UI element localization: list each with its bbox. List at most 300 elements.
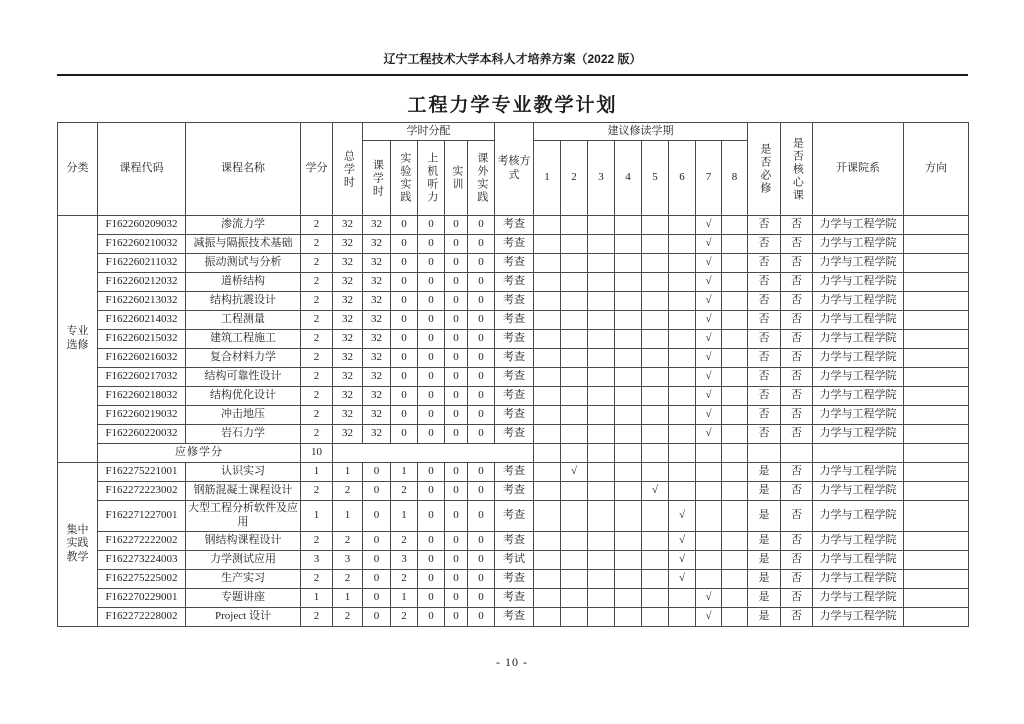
semester-check-cell	[561, 406, 588, 425]
hours-cell: 0	[445, 463, 468, 482]
assessment-cell: 考查	[495, 406, 534, 425]
required-cell: 否	[748, 216, 781, 235]
core-cell: 否	[781, 292, 813, 311]
semester-check-cell	[588, 387, 615, 406]
department-cell: 力学与工程学院	[813, 482, 904, 501]
semester-check-cell	[588, 569, 615, 588]
required-cell: 否	[748, 273, 781, 292]
direction-cell	[904, 349, 969, 368]
hours-cell: 32	[363, 216, 391, 235]
hours-cell: 0	[418, 569, 445, 588]
semester-check-cell	[588, 273, 615, 292]
credits-cell: 2	[301, 216, 333, 235]
semester-check-cell	[615, 607, 642, 626]
assessment-cell: 考查	[495, 501, 534, 532]
course-name-cell: 结构优化设计	[186, 387, 301, 406]
semester-check-cell	[722, 425, 748, 444]
credits-cell: 1	[301, 463, 333, 482]
header-lecture-hours: 课学时	[363, 141, 391, 216]
course-name-cell: 力学测试应用	[186, 550, 301, 569]
semester-check-cell	[615, 569, 642, 588]
hours-cell: 0	[363, 501, 391, 532]
semester-check-cell	[534, 482, 561, 501]
required-cell: 否	[748, 406, 781, 425]
hours-cell: 0	[445, 216, 468, 235]
department-cell: 力学与工程学院	[813, 330, 904, 349]
semester-check-cell	[722, 387, 748, 406]
required-cell: 否	[748, 368, 781, 387]
direction-cell	[904, 235, 969, 254]
semester-check-cell	[561, 607, 588, 626]
core-cell	[781, 444, 813, 463]
table-row	[58, 482, 969, 501]
hours-cell: 0	[468, 292, 495, 311]
hours-cell: 32	[363, 330, 391, 349]
required-cell: 否	[748, 387, 781, 406]
semester-check-cell	[561, 235, 588, 254]
course-name-cell: Project 设计	[186, 607, 301, 626]
assessment-cell: 考查	[495, 254, 534, 273]
hours-cell: 0	[468, 588, 495, 607]
semester-check-cell	[588, 425, 615, 444]
direction-cell	[904, 330, 969, 349]
course-code-cell: F162260214032	[98, 311, 186, 330]
semester-check-cell	[669, 273, 696, 292]
header-divider	[57, 74, 968, 76]
hours-cell: 0	[468, 550, 495, 569]
course-name-cell: 钢结构课程设计	[186, 531, 301, 550]
department-cell: 力学与工程学院	[813, 550, 904, 569]
hours-cell: 0	[418, 387, 445, 406]
semester-check-cell	[615, 368, 642, 387]
course-code-cell: F162260219032	[98, 406, 186, 425]
total-hours-cell: 32	[333, 254, 363, 273]
semester-check-cell	[534, 588, 561, 607]
semester-check-cell	[534, 406, 561, 425]
department-cell: 力学与工程学院	[813, 235, 904, 254]
semester-check-cell	[669, 254, 696, 273]
course-code-cell: F162270229001	[98, 588, 186, 607]
semester-check-cell	[669, 463, 696, 482]
assessment-cell: 考查	[495, 368, 534, 387]
header-semester-1: 1	[534, 141, 561, 216]
hours-cell: 0	[468, 368, 495, 387]
semester-check-cell	[642, 607, 669, 626]
hours-cell: 0	[418, 368, 445, 387]
hours-cell: 0	[418, 550, 445, 569]
semester-check-cell: √	[696, 216, 722, 235]
course-code-cell: F162260211032	[98, 254, 186, 273]
hours-cell: 0	[391, 387, 418, 406]
course-code-cell: F162260216032	[98, 349, 186, 368]
core-cell: 否	[781, 330, 813, 349]
semester-check-cell	[696, 501, 722, 532]
required-cell: 否	[748, 349, 781, 368]
course-name-cell: 大型工程分析软件及应用	[186, 501, 301, 532]
required-cell: 是	[748, 588, 781, 607]
semester-check-cell	[561, 330, 588, 349]
required-cell: 否	[748, 311, 781, 330]
hours-cell: 0	[363, 607, 391, 626]
assessment-cell: 考查	[495, 292, 534, 311]
semester-check-cell	[642, 425, 669, 444]
semester-check-cell	[534, 607, 561, 626]
department-cell: 力学与工程学院	[813, 273, 904, 292]
core-cell: 否	[781, 588, 813, 607]
assessment-cell: 考查	[495, 216, 534, 235]
hours-cell: 0	[468, 425, 495, 444]
hours-cell: 0	[418, 349, 445, 368]
semester-check-cell	[642, 254, 669, 273]
total-hours-cell: 32	[333, 387, 363, 406]
course-name-cell: 岩石力学	[186, 425, 301, 444]
credits-cell: 1	[301, 588, 333, 607]
hours-cell: 32	[363, 311, 391, 330]
hours-cell: 32	[363, 235, 391, 254]
core-cell: 否	[781, 254, 813, 273]
department-cell: 力学与工程学院	[813, 501, 904, 532]
teaching-plan-table	[57, 122, 969, 627]
semester-check-cell: √	[696, 330, 722, 349]
semester-check-cell	[615, 588, 642, 607]
semester-check-cell	[722, 569, 748, 588]
hours-cell: 2	[391, 531, 418, 550]
header-semester-7: 7	[696, 141, 722, 216]
credits-cell: 2	[301, 569, 333, 588]
hours-cell: 0	[363, 482, 391, 501]
department-cell: 力学与工程学院	[813, 368, 904, 387]
semester-check-cell	[722, 368, 748, 387]
total-hours-cell: 32	[333, 406, 363, 425]
core-cell: 否	[781, 531, 813, 550]
hours-cell: 0	[468, 463, 495, 482]
department-cell: 力学与工程学院	[813, 463, 904, 482]
semester-check-cell	[561, 550, 588, 569]
direction-cell	[904, 425, 969, 444]
hours-cell: 0	[468, 501, 495, 532]
semester-check-cell	[696, 482, 722, 501]
table-row	[58, 292, 969, 311]
semester-check-cell	[588, 607, 615, 626]
semester-check-cell	[669, 387, 696, 406]
hours-cell: 2	[391, 482, 418, 501]
course-name-cell: 工程测量	[186, 311, 301, 330]
header-semester-6: 6	[669, 141, 696, 216]
assessment-cell: 考查	[495, 531, 534, 550]
course-name-cell: 钢筋混凝土课程设计	[186, 482, 301, 501]
semester-check-cell	[561, 444, 588, 463]
hours-cell: 0	[418, 531, 445, 550]
core-cell: 否	[781, 482, 813, 501]
direction-cell	[904, 444, 969, 463]
course-code-cell: F162260215032	[98, 330, 186, 349]
semester-check-cell	[642, 235, 669, 254]
hours-cell: 0	[445, 550, 468, 569]
table-row	[58, 501, 969, 532]
semester-check-cell	[615, 387, 642, 406]
table-row	[58, 463, 969, 482]
header-training-hours: 实训	[445, 141, 468, 216]
required-cell: 是	[748, 531, 781, 550]
required-cell: 是	[748, 463, 781, 482]
table-row	[58, 235, 969, 254]
semester-check-cell	[722, 311, 748, 330]
total-hours-cell: 3	[333, 550, 363, 569]
core-cell: 否	[781, 569, 813, 588]
core-cell: 否	[781, 235, 813, 254]
hours-cell: 0	[418, 425, 445, 444]
table-row	[58, 254, 969, 273]
semester-check-cell	[561, 349, 588, 368]
header-credits: 学分	[301, 123, 333, 216]
semester-check-cell	[534, 349, 561, 368]
hours-cell: 0	[418, 311, 445, 330]
semester-check-cell	[588, 254, 615, 273]
header-department: 开课院系	[813, 123, 904, 216]
course-name-cell: 结构抗震设计	[186, 292, 301, 311]
semester-check-cell	[588, 550, 615, 569]
direction-cell	[904, 216, 969, 235]
semester-check-cell	[588, 588, 615, 607]
table-row	[58, 531, 969, 550]
core-cell: 否	[781, 463, 813, 482]
hours-cell: 0	[418, 588, 445, 607]
hours-cell: 0	[363, 531, 391, 550]
direction-cell	[904, 550, 969, 569]
course-code-cell: F162260209032	[98, 216, 186, 235]
hours-cell: 0	[418, 607, 445, 626]
credits-cell: 2	[301, 368, 333, 387]
direction-cell	[904, 482, 969, 501]
total-hours-cell: 32	[333, 349, 363, 368]
semester-check-cell	[642, 330, 669, 349]
semester-check-cell	[534, 569, 561, 588]
total-hours-cell: 2	[333, 607, 363, 626]
course-code-cell: F162272223002	[98, 482, 186, 501]
table-row	[58, 387, 969, 406]
course-code-cell: F162275221001	[98, 463, 186, 482]
assessment-cell: 考查	[495, 387, 534, 406]
semester-check-cell	[722, 235, 748, 254]
semester-check-cell	[722, 349, 748, 368]
required-cell: 是	[748, 569, 781, 588]
required-cell: 是	[748, 482, 781, 501]
assessment-cell: 考查	[495, 311, 534, 330]
hours-cell: 1	[391, 501, 418, 532]
department-cell: 力学与工程学院	[813, 425, 904, 444]
semester-check-cell	[615, 330, 642, 349]
hours-cell: 0	[391, 330, 418, 349]
direction-cell	[904, 387, 969, 406]
semester-check-cell	[588, 216, 615, 235]
semester-check-cell	[588, 531, 615, 550]
header-semester-group: 建议修读学期	[534, 123, 748, 141]
hours-cell: 1	[391, 463, 418, 482]
header-semester-5: 5	[642, 141, 669, 216]
semester-check-cell	[534, 311, 561, 330]
semester-check-cell: √	[696, 292, 722, 311]
semester-check-cell	[615, 425, 642, 444]
hours-cell: 0	[391, 425, 418, 444]
department-cell: 力学与工程学院	[813, 311, 904, 330]
semester-check-cell	[561, 531, 588, 550]
hours-cell: 3	[391, 550, 418, 569]
header-required: 是否必修	[748, 123, 781, 216]
total-hours-cell: 1	[333, 501, 363, 532]
direction-cell	[904, 569, 969, 588]
hours-cell: 0	[445, 406, 468, 425]
semester-check-cell: √	[669, 550, 696, 569]
semester-check-cell	[642, 550, 669, 569]
header-assessment: 考核方式	[495, 123, 534, 216]
hours-cell: 0	[363, 463, 391, 482]
header-semester-4: 4	[615, 141, 642, 216]
department-cell: 力学与工程学院	[813, 254, 904, 273]
table-row	[58, 330, 969, 349]
assessment-cell: 考查	[495, 235, 534, 254]
credits-cell: 2	[301, 330, 333, 349]
semester-check-cell	[615, 482, 642, 501]
semester-check-cell	[561, 273, 588, 292]
semester-check-cell: √	[696, 349, 722, 368]
hours-cell: 0	[445, 273, 468, 292]
header-total-hours: 总学时	[333, 123, 363, 216]
course-name-cell: 渗流力学	[186, 216, 301, 235]
semester-check-cell	[534, 368, 561, 387]
semester-check-cell	[561, 368, 588, 387]
semester-check-cell	[669, 349, 696, 368]
semester-check-cell: √	[696, 311, 722, 330]
semester-check-cell	[534, 292, 561, 311]
semester-check-cell	[561, 569, 588, 588]
hours-cell: 0	[445, 531, 468, 550]
semester-check-cell	[534, 444, 561, 463]
total-hours-cell: 1	[333, 588, 363, 607]
assessment-cell: 考查	[495, 330, 534, 349]
direction-cell	[904, 273, 969, 292]
semester-check-cell	[588, 406, 615, 425]
semester-check-cell	[642, 444, 669, 463]
course-name-cell: 建筑工程施工	[186, 330, 301, 349]
semester-check-cell	[615, 444, 642, 463]
semester-check-cell	[642, 406, 669, 425]
document-header: 辽宁工程技术大学本科人才培养方案（2022 版）	[383, 52, 642, 66]
assessment-cell: 考查	[495, 607, 534, 626]
table-row	[58, 368, 969, 387]
category-line: 选修	[66, 339, 89, 351]
semester-check-cell	[588, 501, 615, 532]
hours-cell: 32	[363, 273, 391, 292]
department-cell: 力学与工程学院	[813, 406, 904, 425]
semester-check-cell	[561, 292, 588, 311]
hours-cell: 32	[363, 349, 391, 368]
semester-check-cell	[722, 482, 748, 501]
assessment-cell: 考查	[495, 569, 534, 588]
semester-check-cell	[696, 569, 722, 588]
required-cell: 否	[748, 292, 781, 311]
table-row	[58, 425, 969, 444]
category-line: 集中	[66, 523, 89, 536]
semester-check-cell	[588, 235, 615, 254]
semester-check-cell: √	[669, 501, 696, 532]
table-row	[58, 569, 969, 588]
page-title: 工程力学专业教学计划	[407, 95, 618, 116]
total-hours-cell: 32	[333, 330, 363, 349]
hours-cell: 0	[445, 425, 468, 444]
total-hours-cell: 2	[333, 569, 363, 588]
assessment-cell: 考查	[495, 273, 534, 292]
total-hours-cell: 1	[333, 463, 363, 482]
hours-cell: 0	[445, 235, 468, 254]
credits-cell: 2	[301, 311, 333, 330]
hours-cell: 0	[468, 254, 495, 273]
header-extracurricular-hours: 课外实践	[468, 141, 495, 216]
semester-check-cell	[669, 425, 696, 444]
page-number: - 10 -	[496, 655, 528, 669]
semester-check-cell	[669, 292, 696, 311]
semester-check-cell	[722, 444, 748, 463]
semester-check-cell	[669, 311, 696, 330]
total-hours-cell: 32	[333, 235, 363, 254]
hours-cell: 0	[468, 273, 495, 292]
total-hours-cell: 32	[333, 273, 363, 292]
semester-check-cell: √	[561, 463, 588, 482]
assessment-cell: 考查	[495, 425, 534, 444]
department-cell: 力学与工程学院	[813, 588, 904, 607]
hours-cell: 0	[391, 254, 418, 273]
department-cell: 力学与工程学院	[813, 387, 904, 406]
core-cell: 否	[781, 368, 813, 387]
hours-cell: 0	[468, 387, 495, 406]
hours-cell: 0	[445, 588, 468, 607]
hours-cell: 32	[363, 368, 391, 387]
hours-cell: 0	[418, 216, 445, 235]
header-direction: 方向	[904, 123, 969, 216]
table-row	[58, 349, 969, 368]
course-name-cell: 振动测试与分析	[186, 254, 301, 273]
hours-cell: 1	[391, 588, 418, 607]
header-course-name: 课程名称	[186, 123, 301, 216]
semester-check-cell	[615, 550, 642, 569]
table-row	[58, 588, 969, 607]
semester-check-cell	[615, 235, 642, 254]
course-name-cell: 冲击地压	[186, 406, 301, 425]
semester-check-cell	[561, 588, 588, 607]
semester-check-cell	[642, 368, 669, 387]
department-cell: 力学与工程学院	[813, 292, 904, 311]
hours-cell: 0	[468, 330, 495, 349]
total-hours-cell: 32	[333, 425, 363, 444]
credits-cell: 2	[301, 254, 333, 273]
credits-cell: 2	[301, 482, 333, 501]
required-cell: 否	[748, 425, 781, 444]
semester-check-cell	[696, 463, 722, 482]
semester-check-cell	[642, 311, 669, 330]
hours-cell: 2	[391, 607, 418, 626]
semester-check-cell	[722, 463, 748, 482]
course-name-cell: 生产实习	[186, 569, 301, 588]
semester-check-cell: √	[696, 254, 722, 273]
hours-cell: 32	[363, 425, 391, 444]
required-cell: 否	[748, 330, 781, 349]
summary-credits-cell: 10	[301, 444, 333, 463]
table-row	[58, 607, 969, 626]
credits-cell: 3	[301, 550, 333, 569]
header-experiment-hours: 实验实践	[391, 141, 418, 216]
department-cell: 力学与工程学院	[813, 349, 904, 368]
semester-check-cell	[534, 330, 561, 349]
semester-check-cell	[696, 531, 722, 550]
